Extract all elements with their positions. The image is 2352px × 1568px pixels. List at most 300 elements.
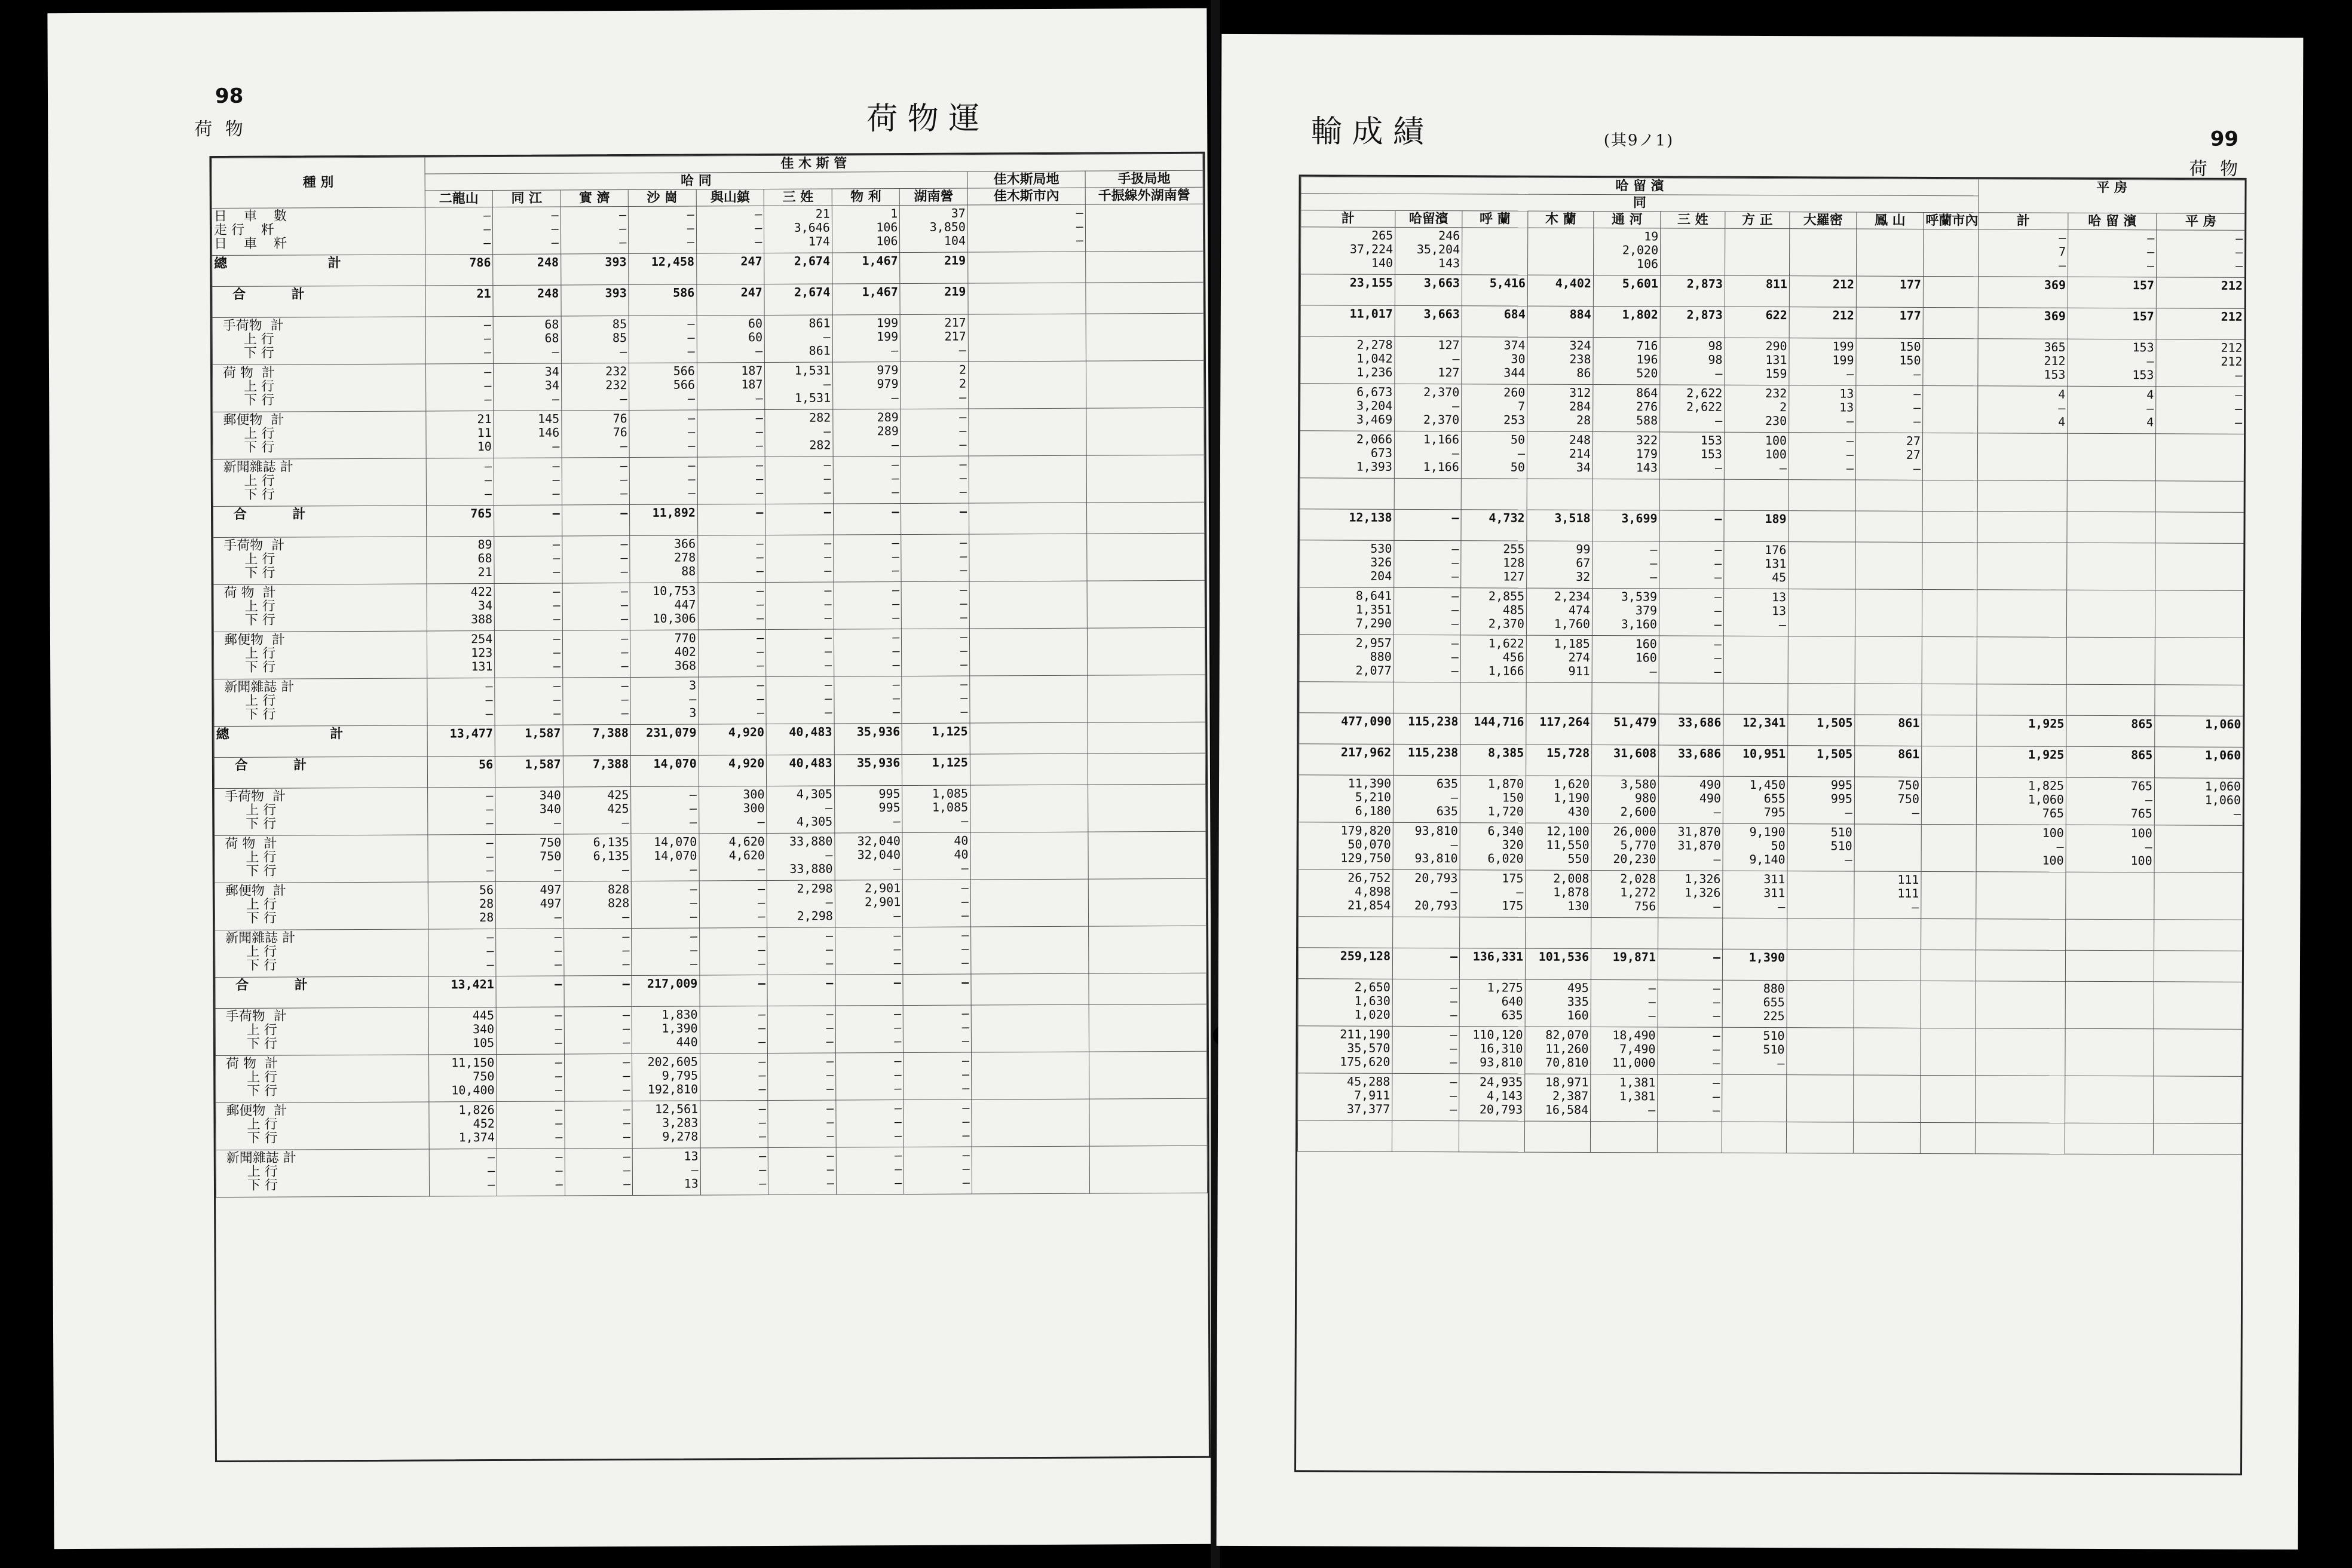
running-head-right: 荷 物 [2189,158,2242,180]
table-cell: — — — [766,676,834,724]
table-cell: 217,962 [1299,744,1394,776]
table-cell: 311 311 — [1723,871,1787,918]
table-cell [1657,1122,1722,1153]
table-cell [1977,590,2066,638]
table-row [215,1004,1206,1055]
table-row [212,251,1203,286]
table-cell: 254 123 131 [427,630,495,678]
table-cell [1922,542,1977,589]
table-cell: — [494,505,562,536]
table-row [212,313,1203,365]
table-cell: 445 340 105 [428,1007,497,1054]
table-cell [2154,982,2242,1030]
table-cell [971,1052,1089,1100]
column-header: 三 姓 [764,189,832,206]
table-cell: 864 276 588 [1593,385,1660,432]
table-cell: — — — [1591,980,1658,1027]
table-cell [2155,481,2244,513]
table-cell: 12,100 11,550 550 [1526,823,1591,870]
row-label: 總 計 [212,255,425,287]
column-header: 與山鎮 [696,189,764,206]
table-cell: 422 34 388 [427,583,495,630]
table-cell: 51,479 [1592,714,1659,745]
table-cell: — — — [561,207,629,254]
table-row [1300,509,2244,544]
table-cell: 2,298 — 2,298 [767,880,835,927]
table-cell: — — — [427,787,495,834]
table-cell: 11,892 [630,504,698,535]
table-cell: 6,340 320 6,020 [1460,823,1526,870]
table-cell: — — — [835,927,903,975]
table-row [1300,305,2244,340]
table-cell: 248 [493,285,561,316]
table-row [1299,713,2243,748]
table-cell [1787,871,1854,918]
table-cell: — — — [562,583,630,630]
table-cell [1855,511,1922,542]
table-row [1299,635,2243,685]
table-cell [970,785,1088,832]
table-cell [1528,228,1594,275]
table-cell [1086,282,1203,314]
row-label: 合 計 [212,286,425,318]
column-header: 同 江 [492,190,561,207]
column-header: 佳木斯市內 [967,188,1085,205]
table-cell: 6,673 3,204 3,469 [1300,384,1395,431]
table-cell: 248 214 34 [1527,431,1592,479]
table-cell: 13,421 [428,976,497,1007]
table-cell [1855,589,1922,636]
table-cell: 4,920 [699,755,767,786]
table-cell: 861 — 861 [764,315,832,362]
table-cell [1087,533,1205,581]
table-cell: — — — [699,881,767,928]
table-cell: 2,278 1,042 1,236 [1300,336,1395,384]
table-row [215,973,1206,1008]
table-cell: — [1394,509,1461,540]
table-cell: 14,070 14,070 — [631,834,699,881]
table-cell: 510 510 — [1787,824,1854,871]
table-cell [2153,1123,2241,1155]
table-cell [1920,1122,1975,1153]
table-cell: 1,125 [902,754,970,785]
table-cell [1788,480,1855,511]
table-cell: — — — [904,1005,972,1052]
table-cell: 12,561 3,283 9,278 [632,1101,700,1148]
table-cell: 865 [2066,715,2155,747]
row-label: 郵便物 計 上 行 下 行 [216,1102,429,1150]
table-cell: — — — [967,204,1085,252]
table-cell: — — — [699,928,767,975]
column-header: 鳳 山 [1857,212,1924,229]
table-cell: — — — [1392,1073,1459,1120]
table-cell [2066,684,2155,716]
table-cell [2154,872,2243,920]
table-cell: 365 212 153 [1978,339,2068,387]
row-label: 合 計 [213,506,427,538]
table-cell: 10,951 [1723,745,1788,776]
table-cell [1976,1076,2065,1123]
table-cell: 217 217 — [901,314,969,362]
table-cell: 1,060 1,060 — [2154,778,2243,826]
table-cell: — — — [427,678,495,725]
table-cell [1921,918,1976,950]
table-cell: 684 [1462,306,1527,337]
table-cell: — — — [697,457,765,504]
header-group-pingfang: 平 房 [1979,179,2245,214]
table-cell: 40,483 [767,755,835,786]
table-cell [1527,479,1592,510]
column-header: 大羅密 [1790,212,1857,229]
table-cell: — — — [700,1147,768,1195]
table-cell: 150 150 — [1856,338,1923,385]
table-cell: 33,686 [1659,714,1723,745]
column-header: 哈 留 濱 [2068,213,2157,230]
table-cell: 1,381 1,381 — [1591,1074,1658,1122]
table-cell: 1,450 655 795 [1723,776,1787,823]
table-cell [1086,251,1203,283]
table-cell [969,534,1087,581]
table-cell: 176 131 45 [1724,541,1788,589]
table-cell: 153 153 — [1659,432,1724,479]
table-cell [1591,918,1658,949]
table-cell: 259,128 [1298,948,1392,979]
table-cell [1976,919,2066,951]
table-cell [1725,228,1790,275]
table-cell: — — — [901,409,969,456]
table-cell [1723,636,1788,683]
table-cell: 34 34 — [494,363,562,411]
table-cell: 765 — 765 [2066,777,2154,825]
table-row [1298,917,2243,951]
table-cell: 14,070 [631,755,699,786]
table-cell: — — — [1658,980,1722,1027]
table-cell [1977,512,2067,543]
table-cell: — — — [836,1147,904,1195]
table-cell: 232 2 230 [1725,385,1789,432]
table-cell: 1,505 [1788,715,1855,746]
table-cell [2155,543,2244,591]
column-header: 通 河 [1594,212,1661,228]
table-cell: — — — [428,929,496,976]
table-cell: 3 — 3 [630,677,699,724]
table-cell [1977,433,2067,481]
table-cell: 68 68 — [493,316,561,363]
table-cell: — — — [629,206,697,253]
table-cell: 477,090 [1299,713,1394,745]
table-cell: — — — [632,928,700,975]
table-row [215,831,1206,883]
table-cell: 157 [2068,277,2156,308]
row-label: 郵便物 計 上 行 下 行 [213,631,427,679]
table-cell: 1,870 150 1,720 [1460,776,1526,823]
table-cell [1460,682,1526,713]
table-cell: — — — [698,583,766,630]
table-row [1301,227,2245,278]
table-cell: 369 [1978,308,2068,339]
table-cell: — — — [901,534,969,581]
table-cell: 1,925 [1977,715,2066,747]
header-group-tong: 同 [1301,194,1979,213]
table-cell [1087,580,1205,628]
table-cell: 247 [697,284,765,316]
table-cell [2155,590,2243,638]
table-cell: 3,663 [1395,274,1462,305]
table-cell: 255 128 127 [1461,541,1527,588]
table-cell: — — — [768,1100,836,1147]
table-cell: 290 131 159 [1725,338,1789,385]
table-cell: 1 106 106 [832,206,900,253]
table-cell: — — — [495,630,563,678]
table-cell: 24,935 4,143 20,793 [1459,1074,1525,1121]
table-cell: 13 13 — [1789,385,1856,433]
table-cell: 1,060 [2155,716,2243,748]
table-cell [1787,1028,1854,1075]
table-cell: 189 [1724,510,1788,541]
table-cell [970,754,1088,785]
table-cell: — — — [765,457,834,504]
table-cell: — [765,504,834,535]
table-cell: 2,066 673 1,393 [1300,431,1394,479]
table-cell [1854,1028,1921,1075]
header-group-hatong: 哈 同 [425,172,967,191]
table-cell: 300 300 — [699,786,767,834]
table-row [213,502,1205,537]
table-cell: 202,605 9,795 192,810 [632,1054,700,1101]
table-cell: 177 [1856,276,1923,307]
table-cell: 33,686 [1659,745,1723,776]
table-cell [1299,682,1394,713]
table-cell: — — — [425,316,494,363]
table-cell [1462,228,1528,275]
table-cell: 115,238 [1394,744,1460,775]
header-jiamusi-local: 佳木斯局地 [967,171,1085,188]
table-cell [1922,480,1977,511]
table-cell: 425 425 — [563,786,631,834]
table-cell: 322 179 143 [1592,432,1659,479]
table-cell [1788,542,1855,589]
table-cell: — [1658,949,1722,980]
table-cell [2154,1076,2242,1124]
table-cell: — — — [698,630,766,677]
row-label: 手荷物 計 上 行 下 行 [215,788,428,836]
table-cell: 9,190 50 9,140 [1723,823,1787,871]
table-cell [1976,950,2065,982]
table-cell: 247 [696,253,764,284]
table-cell: — — — [1392,979,1459,1026]
table-cell: 12,458 [629,253,697,284]
table-cell [1923,385,1978,433]
table-cell [1923,338,1978,385]
table-cell: 153 — 153 [2068,339,2156,387]
table-cell [1977,480,2067,512]
table-row [213,455,1204,506]
table-cell: — — — [564,1006,632,1054]
header-group-jiamusi: 佳 木 斯 管 [425,154,1203,174]
table-cell: 6,135 6,135 — [564,834,632,881]
table-cell: 393 [561,285,629,316]
table-cell: — — — [901,581,969,629]
table-cell: 1,925 [1977,746,2066,778]
table-cell [1087,627,1205,675]
table-cell: 199 199 — [1789,338,1856,385]
table-cell [1590,1122,1657,1153]
table-cell: 635 — 635 [1393,775,1460,822]
table-cell: — — — [835,1006,904,1053]
table-cell: — — — [902,676,970,723]
table-cell: 4 — 4 [1978,386,2068,434]
title-suffix: (其9ノ1) [1603,131,1674,150]
table-cell [1592,479,1659,510]
table-cell [2155,685,2243,716]
header-shoukou-local: 手扱局地 [1085,170,1203,188]
column-header: 物 利 [832,189,900,206]
table-cell: 11,390 5,210 6,180 [1298,775,1393,823]
table-cell [1924,229,1979,276]
table-cell: — — — [697,410,765,457]
table-cell: 2,873 [1660,275,1725,307]
table-cell [1854,950,1921,981]
table-cell: 13 — 13 [632,1148,700,1195]
table-cell: 3,580 980 2,600 [1591,776,1658,823]
table-cell: 199 199 — [832,315,901,362]
table-cell: 11,017 [1300,305,1395,337]
table-cell [1659,479,1724,510]
table-cell [970,879,1088,927]
table-cell: 11,150 750 10,400 [428,1054,497,1101]
table-cell [1788,511,1855,542]
table-row [1300,478,2244,513]
table-cell: 7,388 [563,724,631,755]
table-cell: 1,275 640 635 [1459,979,1525,1027]
table-cell [969,408,1086,456]
table-cell [972,1146,1089,1194]
table-cell: — — — [1394,587,1460,635]
row-header: 種 別 [212,157,425,209]
table-cell [1089,973,1206,1004]
column-header: 木 蘭 [1528,211,1594,228]
table-cell: — — — [1392,1026,1459,1073]
table-cell: — — — [1592,541,1659,589]
right-page [1217,34,2304,1549]
table-cell: — — — [767,927,835,975]
table-cell: 217,009 [632,975,700,1006]
table-cell: — — — [1659,636,1723,683]
table-cell: 2,674 [764,284,832,315]
table-cell: 127 — 127 [1395,336,1462,384]
table-cell: 324 238 86 [1527,337,1593,384]
table-cell [2067,433,2155,481]
table-cell: — — — [565,1101,633,1148]
table-cell: — — — [765,535,834,582]
table-cell [969,503,1086,534]
table-cell: 35,936 [834,755,902,786]
table-cell [2066,590,2155,638]
table-cell [1722,1122,1786,1153]
table-cell: 1,825 1,060 765 [1976,777,2066,825]
table-cell [1854,824,1921,871]
table-cell: — — — [834,535,902,582]
table-cell: — — — [629,316,697,363]
table-cell: 1,802 [1593,307,1660,338]
table-cell: 8,385 [1460,745,1526,776]
table-cell [969,628,1087,676]
table-row [1298,775,2243,826]
table-cell: 880 655 225 [1722,980,1787,1027]
table-cell [2065,1028,2154,1076]
table-cell: — [562,505,630,536]
column-header: 三 姓 [1661,212,1725,228]
table-cell [971,973,1089,1005]
table-cell: — — — [629,457,697,504]
table-cell [1592,683,1659,714]
table-cell [972,1099,1089,1147]
table-cell: 1,622 456 1,166 [1460,635,1526,682]
table-cell [1089,1146,1207,1193]
table-cell [1088,831,1206,879]
table-cell: — — — [903,927,971,974]
table-cell: — — — [629,410,697,457]
table-cell: 393 [561,254,629,285]
table-cell: — [833,504,901,535]
table-cell: — — — [563,677,631,724]
table-cell: — — — [2157,230,2245,278]
table-cell [1661,228,1725,275]
table-cell [1922,636,1977,684]
table-cell [1297,1120,1392,1152]
table-cell: 93,810 — 93,810 [1393,822,1460,869]
table-cell: 101,536 [1525,948,1591,979]
table-row [215,926,1206,977]
table-cell [1089,1004,1206,1052]
table-cell [969,455,1086,503]
table-cell: 4,402 [1527,275,1593,306]
table-cell: 76 76 — [562,411,630,458]
table-cell: 212 [1789,276,1856,307]
table-cell: 4,620 4,620 — [699,834,767,881]
table-cell: 3,539 379 3,160 [1592,589,1659,636]
column-header: 呼 蘭 [1462,211,1528,228]
table-cell: — — — [1856,385,1923,433]
table-cell: 995 995 — [834,786,902,833]
table-cell: — — — [904,1052,972,1100]
table-cell: 35,936 [834,724,902,755]
table-cell [2155,638,2243,685]
table-cell [1921,824,1976,871]
table-cell: 282 — 282 [765,409,833,457]
table-cell [1976,872,2066,920]
row-label: 合 計 [214,757,427,789]
table-cell: — — — [698,535,766,583]
table-row [1300,336,2244,387]
table-cell: 5,416 [1462,275,1527,306]
table-cell: 2,622 2,622 — [1660,385,1725,432]
table-cell: 8,641 1,351 7,290 [1299,587,1394,635]
table-cell [2155,512,2244,544]
table-cell [2066,872,2154,920]
table-cell: — — — [834,582,902,629]
table-cell: — — — [833,457,901,504]
row-label: 總 計 [214,725,427,758]
table-cell: — — — [700,1054,768,1101]
table-row [215,878,1206,930]
table-cell [1394,682,1460,713]
table-cell: 2 2 — [901,362,969,409]
table-cell [2155,434,2244,482]
column-header: 湖南營 [900,188,968,205]
table-cell [1723,683,1788,714]
table-cell [968,361,1086,409]
